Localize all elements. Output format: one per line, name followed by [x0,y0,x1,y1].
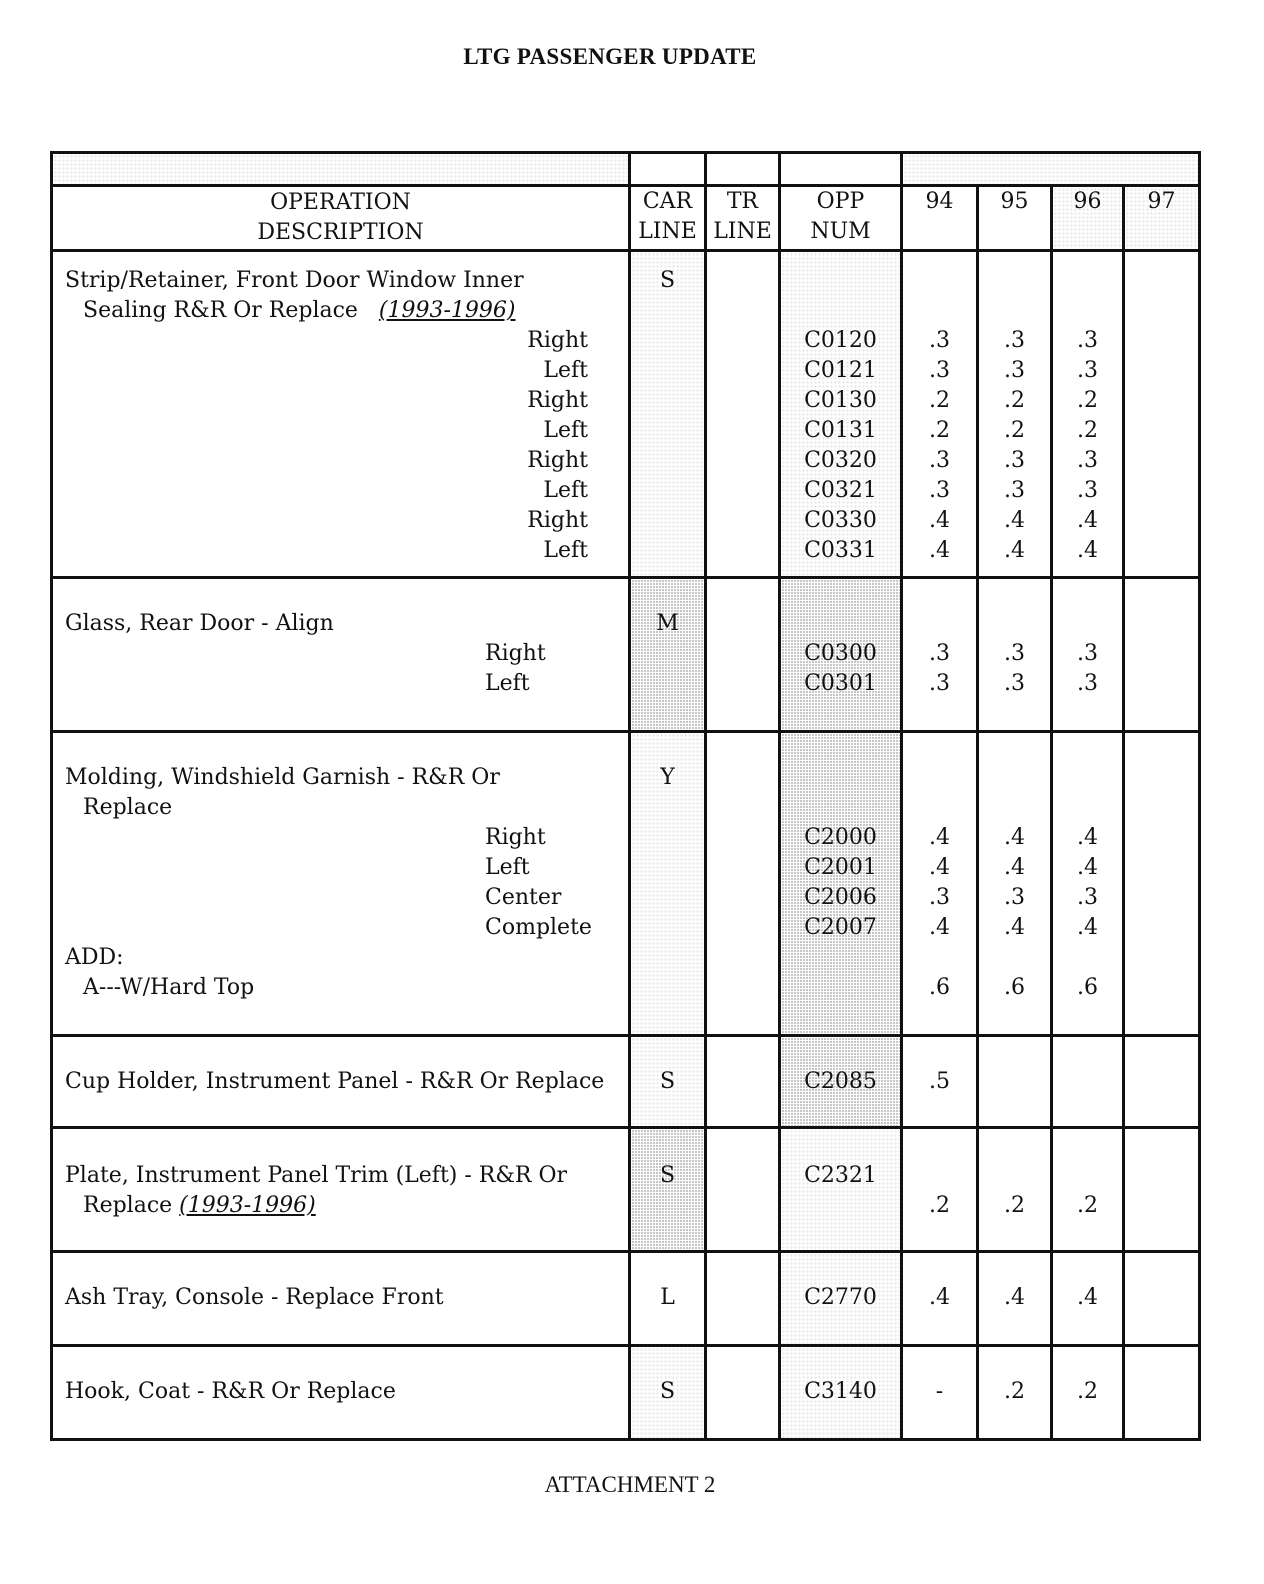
year-97-cell [1124,732,1200,1036]
year-94-cell: .2 [902,1128,978,1252]
operation-description: Glass, Rear Door - Align Right Left [52,578,630,732]
year-95-cell: .2 [978,1346,1052,1440]
model-year-band [902,153,1200,186]
opp-num-cell: C2000 C2001 C2006 C2007 [780,732,902,1036]
page-title: LTG PASSENGER UPDATE [463,44,757,69]
year-96-cell: .3 .3 [1052,578,1124,732]
year-95-cell [978,1036,1052,1128]
year-95-cell: .4 .4 .3 .4 .6 [978,732,1052,1036]
year-95-cell: .2 [978,1128,1052,1252]
col-car-line: CAR LINE [630,186,706,251]
year-95-cell: .3 .3 [978,578,1052,732]
year-96-cell: .4 [1052,1252,1124,1346]
opp-num-cell: C2085 [780,1036,902,1128]
year-97-cell [1124,1128,1200,1252]
col-year-94: 94 [902,186,978,251]
operation-description: Molding, Windshield Garnish - R&R Or Replace Right Left Center Complete ADD: A---W/Hard Top [52,732,630,1036]
table-row [52,1128,1200,1252]
tr-line-cell [706,578,780,732]
tr-line-cell [706,732,780,1036]
year-96-cell [1052,1036,1124,1128]
year-94-cell: - [902,1346,978,1440]
header-blank-cell [706,153,780,186]
col-opp-num: OPP NUM [780,186,902,251]
tr-line-cell [706,251,780,578]
car-line-cell: L [630,1252,706,1346]
operation-description: Cup Holder, Instrument Panel - R&R Or Replace [52,1036,630,1128]
table-row [52,251,1200,578]
car-line-cell: Y [630,732,706,1036]
operation-description: Plate, Instrument Panel Trim (Left) - R&R Or Replace (1993-1996) [52,1128,630,1252]
header-blank-cell [630,153,706,186]
year-96-cell: .4 .4 .3 .4 .6 [1052,732,1124,1036]
year-97-cell [1124,1346,1200,1440]
tr-line-cell [706,1252,780,1346]
tr-line-cell [706,1346,780,1440]
col-year-95: 95 [978,186,1052,251]
year-94-cell: .4 .4 .3 .4 .6 [902,732,978,1036]
operation-description: Ash Tray, Console - Replace Front [52,1252,630,1346]
car-line-cell: S [630,1346,706,1440]
header-blank-cell [52,153,630,186]
opp-num-cell: C0300 C0301 [780,578,902,732]
year-95-cell: .3 .3 .2 .2 .3 .3 .4 .4 [978,251,1052,578]
year-94-cell: .3 .3 .2 .2 .3 .3 .4 .4 [902,251,978,578]
col-operation-description: OPERATION DESCRIPTION [52,186,630,251]
car-line-cell: M [630,578,706,732]
operation-description: Strip/Retainer, Front Door Window Inner Sealing R&R Or Replace (1993-1996) Right Left Right Left Right Left Right Left [52,251,630,578]
year-97-cell [1124,1036,1200,1128]
year-95-cell: .4 [978,1252,1052,1346]
col-tr-line: TR LINE [706,186,780,251]
table-row [52,578,1200,732]
operation-description: Hook, Coat - R&R Or Replace [52,1346,630,1440]
year-97-cell [1124,1252,1200,1346]
labor-time-table [50,151,1201,1441]
table-row [52,1346,1200,1440]
table-row [52,1252,1200,1346]
car-line-cell: S [630,1036,706,1128]
year-96-cell: .3 .3 .2 .2 .3 .3 .4 .4 [1052,251,1124,578]
opp-num-cell: C0120 C0121 C0130 C0131 C0320 C0321 C0330 C0331 [780,251,902,578]
footer-attachment-label: ATTACHMENT 2 [544,1472,716,1497]
col-year-96: 96 [1052,186,1124,251]
year-96-cell: .2 [1052,1346,1124,1440]
year-94-cell: .3 .3 [902,578,978,732]
year-97-cell [1124,578,1200,732]
year-94-cell: .5 [902,1036,978,1128]
year-97-cell [1124,251,1200,578]
header-blank-cell [780,153,902,186]
table-row [52,732,1200,1036]
opp-num-cell: C2770 [780,1252,902,1346]
header-top-row [52,153,1200,186]
opp-num-cell: C3140 [780,1346,902,1440]
year-96-cell: .2 [1052,1128,1124,1252]
car-line-cell: S [630,1128,706,1252]
year-94-cell: .4 [902,1252,978,1346]
opp-num-cell: C2321 [780,1128,902,1252]
table-row [52,1036,1200,1128]
car-line-cell: S [630,251,706,578]
col-year-97: 97 [1124,186,1200,251]
tr-line-cell [706,1128,780,1252]
header-row [52,186,1200,251]
tr-line-cell [706,1036,780,1128]
